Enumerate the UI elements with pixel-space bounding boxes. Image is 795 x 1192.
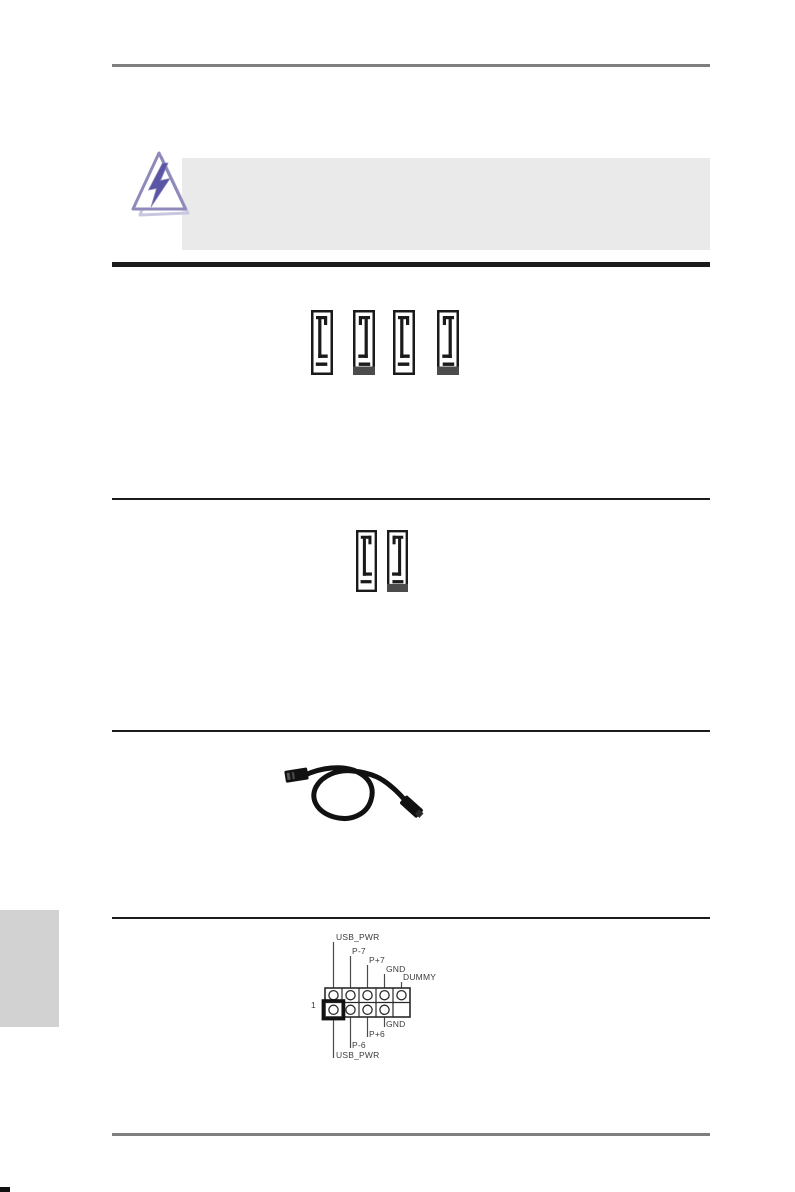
sata-cable-image bbox=[283, 760, 438, 838]
print-corner-mark bbox=[0, 1187, 10, 1192]
usb-pin-label: P+7 bbox=[369, 955, 385, 965]
section-heavy-rule bbox=[112, 262, 710, 267]
warning-lightning-icon bbox=[129, 149, 191, 219]
section-divider bbox=[112, 730, 710, 732]
sata-port-icon bbox=[356, 530, 377, 592]
sata-port-icon bbox=[437, 310, 459, 375]
section-divider bbox=[112, 498, 710, 500]
usb-pin-one-label: 1 bbox=[311, 1000, 316, 1010]
sata-port-icon bbox=[387, 530, 408, 592]
sata-port-icon bbox=[393, 310, 415, 375]
note-box bbox=[182, 158, 710, 250]
usb-pin-label: GND bbox=[386, 1019, 406, 1029]
side-language-tab bbox=[0, 910, 59, 1027]
usb-header-diagram bbox=[300, 925, 480, 1065]
sata-port-icon bbox=[311, 310, 333, 375]
sata-port-icon bbox=[353, 310, 375, 375]
usb-pin-label: P-7 bbox=[352, 946, 366, 956]
top-rule bbox=[112, 64, 710, 67]
section-divider bbox=[112, 917, 710, 919]
usb-pin-label: USB_PWR bbox=[336, 932, 380, 942]
bottom-rule bbox=[112, 1133, 710, 1136]
usb-pin-label: USB_PWR bbox=[336, 1050, 380, 1060]
usb-pin-label: P-6 bbox=[352, 1040, 366, 1050]
usb-pin-label: GND bbox=[386, 964, 406, 974]
usb-pin-label: P+6 bbox=[369, 1029, 385, 1039]
usb-pin-label: DUMMY bbox=[403, 972, 437, 982]
